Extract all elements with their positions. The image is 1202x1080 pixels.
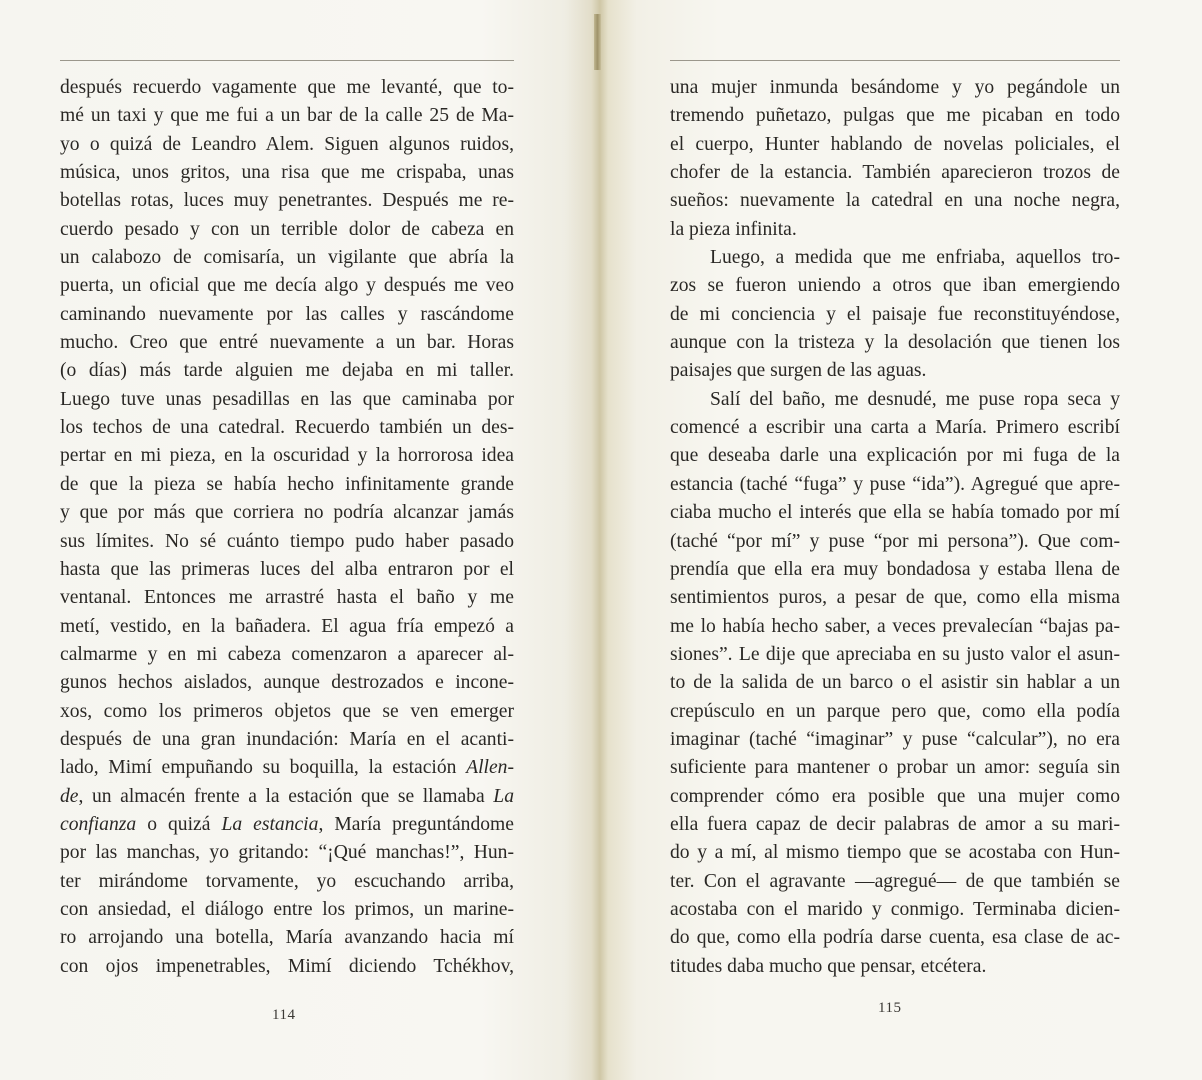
text-line	[60, 811, 514, 839]
text-line: de mi conciencia y el paisaje fue reconstituyéndose,	[670, 303, 1120, 325]
text-line: después recuerdo vagamente que me levanté, que to-	[60, 77, 514, 98]
text-line: los techos de una catedral. Recuerdo también un des-	[60, 417, 514, 439]
right-page-text	[670, 74, 1120, 981]
text-line	[60, 754, 514, 782]
italic-title: de	[60, 785, 79, 807]
text-line: cuerdo pesado y con un terrible dolor de cabeza en	[60, 218, 514, 240]
text-line: xos, como los primeros objetos que se ven emerger	[60, 700, 514, 722]
text-line: música, unos gritos, una risa que me crispaba, unas	[60, 162, 514, 184]
text-line: ter. Con el agravante —agregué— de que también se	[670, 870, 1120, 892]
text-segment: lado, Mimí empuñando su boquilla, la estación	[60, 757, 467, 779]
text-line: mucho. Creo que entré nuevamente a un bar. Horas	[60, 332, 514, 354]
text-line: paisajes que surgen de las aguas.	[670, 360, 927, 382]
italic-title: La estancia	[221, 813, 319, 835]
text-line: zos se fueron uniendo a otros que iban emergiendo	[670, 275, 1120, 297]
text-line: estancia (taché “fuga” y puse “ida”). Agregué que apre-	[670, 473, 1120, 495]
text-line: aunque con la tristeza y la desolación que tienen los	[670, 332, 1120, 354]
right-page	[602, 0, 1202, 1080]
text-line: una mujer inmunda besándome y yo pegándole un	[670, 77, 1120, 98]
text-line: botellas rotas, luces muy penetrantes. Después me re-	[60, 190, 514, 212]
text-line: con ansiedad, el diálogo entre los primos, un marine-	[60, 898, 514, 920]
text-line: yo o quizá de Leandro Alem. Siguen algunos ruidos,	[60, 133, 514, 155]
left-page-text	[60, 74, 514, 981]
text-line: calmarme y en mi cabeza comenzaron a aparecer al-	[60, 643, 514, 665]
text-line: suficiente para mantener o probar un amor: seguía sin	[670, 757, 1120, 779]
text-line: por las manchas, yo gritando: “¡Qué manchas!”, Hun-	[60, 842, 514, 864]
italic-title: Allen-	[466, 757, 514, 779]
text-line: mé un taxi y que me fui a un bar de la calle 25 de Ma-	[60, 105, 514, 127]
text-line: el cuerpo, Hunter hablando de novelas policiales, el	[670, 133, 1120, 155]
text-line: (o días) más tarde alguien me dejaba en mi taller.	[60, 360, 514, 382]
text-line: un calabozo de comisaría, un vigilante que abría la	[60, 247, 514, 269]
text-line: pertar en mi pieza, en la oscuridad y la horrorosa idea	[60, 445, 514, 467]
text-line: Salí del baño, me desnudé, me puse ropa seca y	[710, 388, 1120, 410]
text-line: me lo había hecho saber, a veces prevalecían “bajas pa-	[670, 615, 1120, 637]
text-line: de que la pieza se había hecho infinitamente grande	[60, 473, 514, 495]
text-line: ter mirándome torvamente, yo escuchando arriba,	[60, 870, 514, 892]
text-line: con ojos impenetrables, Mimí diciendo Tchékhov,	[60, 955, 514, 977]
text-line: acostaba con el marido y conmigo. Terminaba dicien-	[670, 898, 1120, 920]
text-segment: o quizá	[136, 813, 222, 835]
text-line: caminando nuevamente por las calles y rascándome	[60, 303, 514, 325]
text-line: prendía que ella era muy bondadosa y estaba llena de	[670, 558, 1120, 580]
text-line: metí, vestido, en la bañadera. El agua fría empezó a	[60, 615, 514, 637]
text-line: siones”. Le dije que apreciaba en su justo valor el asun-	[670, 643, 1120, 665]
text-line: (taché “por mí” y puse “por mi persona”). Que com-	[670, 530, 1120, 552]
top-rule-left	[60, 60, 514, 61]
text-line: Luego, a medida que me enfriaba, aquellos tro-	[710, 247, 1120, 269]
text-line: Luego tuve unas pesadillas en las que caminaba por	[60, 388, 514, 410]
text-line: después de una gran inundación: María en el acanti-	[60, 728, 514, 750]
text-line: crepúsculo en un parque pero que, como ella podía	[670, 700, 1120, 722]
text-line: sus límites. No sé cuánto tiempo pudo haber pasado	[60, 530, 514, 552]
text-line: sentimientos puros, a pesar de que, como ella misma	[670, 587, 1120, 609]
text-line: ro arrojando una botella, María avanzando hacia mí	[60, 927, 514, 949]
page-number-left: 114	[272, 1007, 296, 1023]
text-line: do que, como ella podría darse cuenta, esa clase de ac-	[670, 927, 1120, 949]
text-line: comprender cómo era posible que una mujer como	[670, 785, 1120, 807]
left-page	[0, 0, 600, 1080]
text-line: y que por más que corriera no podría alcanzar jamás	[60, 502, 514, 524]
text-line: que deseaba darle una explicación por mi fuga de la	[670, 445, 1120, 467]
text-line: to de la salida de un barco o el asistir sin hablar a un	[670, 672, 1120, 694]
italic-title: La	[493, 785, 514, 807]
text-line: titudes daba mucho que pensar, etcétera.	[670, 955, 987, 977]
text-line: la pieza infinita.	[670, 218, 797, 240]
text-line: comencé a escribir una carta a María. Primero escribí	[670, 417, 1120, 439]
italic-title: confianza	[60, 813, 137, 835]
text-line: tremendo puñetazo, pulgas que me picaban en todo	[670, 105, 1120, 127]
text-line: ella fuera capaz de decir palabras de amor a su mari-	[670, 813, 1120, 835]
text-segment: , María preguntándome	[318, 813, 514, 835]
text-line: chofer de la estancia. También aparecieron trozos de	[670, 162, 1120, 184]
text-line: imaginar (taché “imaginar” y puse “calcular”), no era	[670, 728, 1120, 750]
text-line: ventanal. Entonces me arrastré hasta el baño y me	[60, 587, 514, 609]
text-line: sueños: nuevamente la catedral en una noche negra,	[670, 190, 1120, 212]
text-line: gunos hechos aislados, aunque destrozados e incone-	[60, 672, 514, 694]
text-line: hasta que las primeras luces del alba entraron por el	[60, 558, 514, 580]
page-number-right: 115	[878, 1000, 902, 1016]
text-line: do y a mí, al mismo tiempo que se acostaba con Hun-	[670, 842, 1120, 864]
top-rule-right	[670, 60, 1120, 61]
text-line: puerta, un oficial que me decía algo y después me veo	[60, 275, 514, 297]
text-line: ciaba mucho el interés que ella se había tomado por mí	[670, 502, 1120, 524]
text-segment: , un almacén frente a la estación que se llamaba	[78, 785, 494, 807]
text-line	[60, 783, 514, 811]
